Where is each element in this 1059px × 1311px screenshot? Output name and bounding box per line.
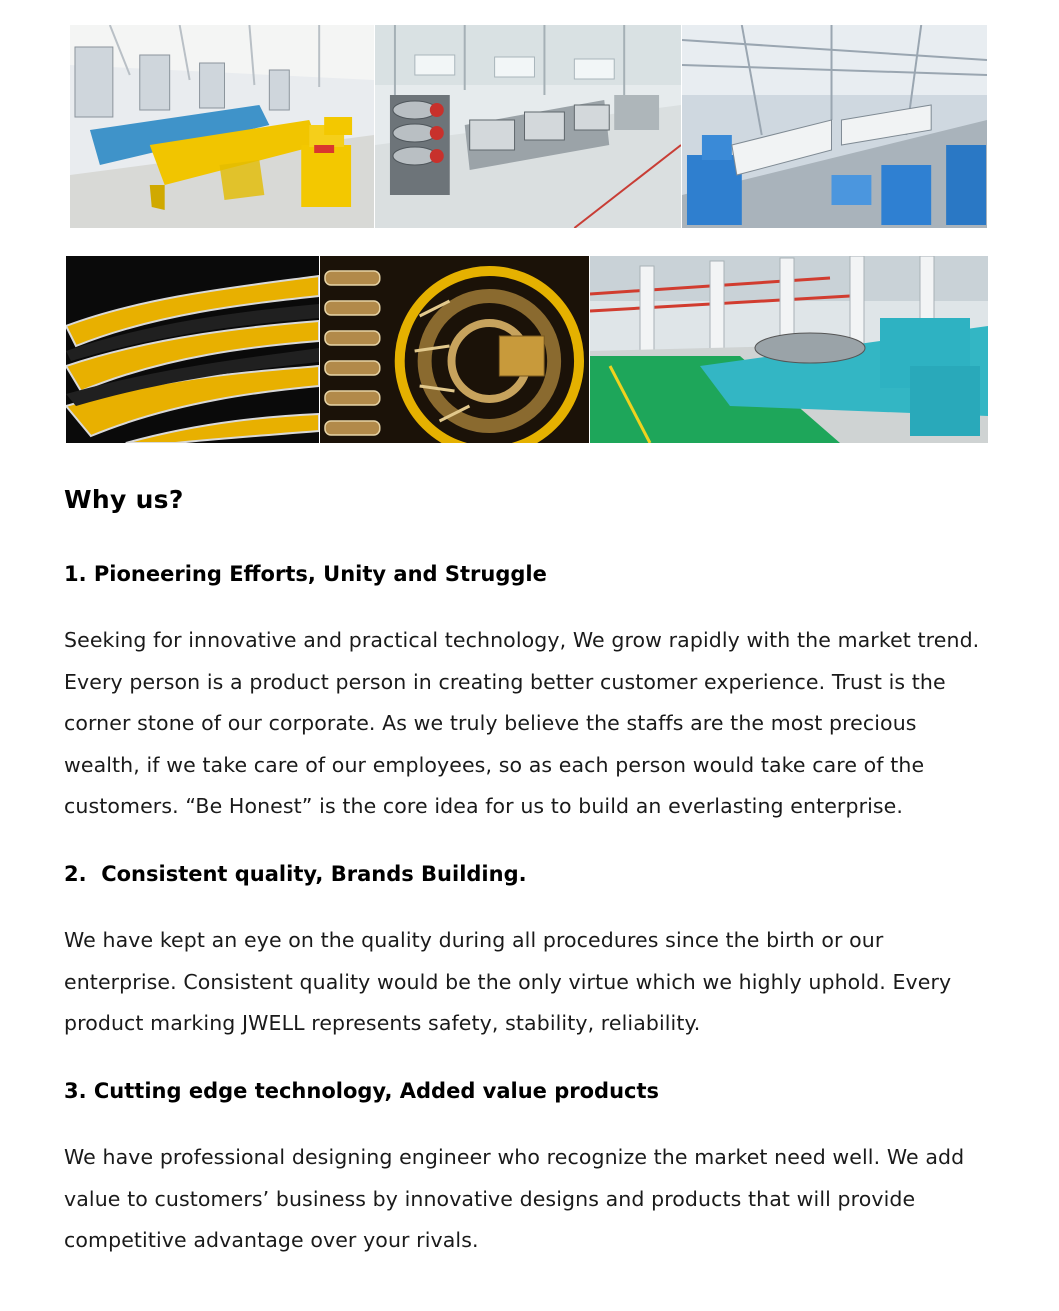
top-photo-strip: [70, 25, 988, 228]
paragraph-line: value to customers’ business by innovative designs and products that will provide: [64, 1186, 916, 1211]
green-floor-workshop-photo: [590, 256, 988, 443]
screw-flights-closeup-photo: [66, 256, 320, 443]
bottom-photo-strip: [66, 256, 988, 443]
section-3-title: 3. Cutting edge technology, Added value products: [64, 1079, 660, 1103]
pipe-extrusion-hall-photo: [682, 25, 988, 228]
section-2-title-text: 2. Consistent quality, Brands Building.: [64, 862, 527, 886]
factory-extrusion-line-photo: [70, 25, 375, 228]
paragraph-line: Every person is a product person in creating better customer experience. Trust is the: [64, 669, 946, 694]
paragraph-line: Seeking for innovative and practical technology, We grow rapidly with the market trend.: [64, 628, 980, 652]
paragraph-line: product marking JWELL represents safety, stability, reliability.: [64, 1011, 701, 1036]
section-1-title: 1. Pioneering Efforts, Unity and Struggle: [64, 562, 547, 586]
paragraph-line: competitive advantage over your rivals.: [64, 1228, 479, 1253]
paragraph-line: corner stone of our corporate. As we truly believe the staffs are the most precious: [64, 711, 917, 736]
section-1-paragraph: [64, 620, 1014, 828]
page-heading: Why us?: [64, 485, 184, 514]
section-2-paragraph: [64, 920, 1014, 1045]
paragraph-line: We have kept an eye on the quality during all procedures since the birth or our: [64, 928, 884, 952]
screw-storage-rack-photo: [320, 256, 590, 443]
section-2-title: [64, 862, 527, 886]
paragraph-line: enterprise. Consistent quality would be the only virtue which we highly uphold. Every: [64, 969, 952, 994]
paragraph-line: customers. “Be Honest” is the core idea for us to build an everlasting enterprise.: [64, 794, 904, 819]
paragraph-line: We have professional designing engineer who recognize the market need well. We add: [64, 1145, 965, 1169]
sheet-rollers-machine-photo: [375, 25, 682, 228]
section-3-paragraph: [64, 1137, 1014, 1262]
paragraph-line: wealth, if we take care of our employees, so as each person would take care of the: [64, 752, 925, 777]
